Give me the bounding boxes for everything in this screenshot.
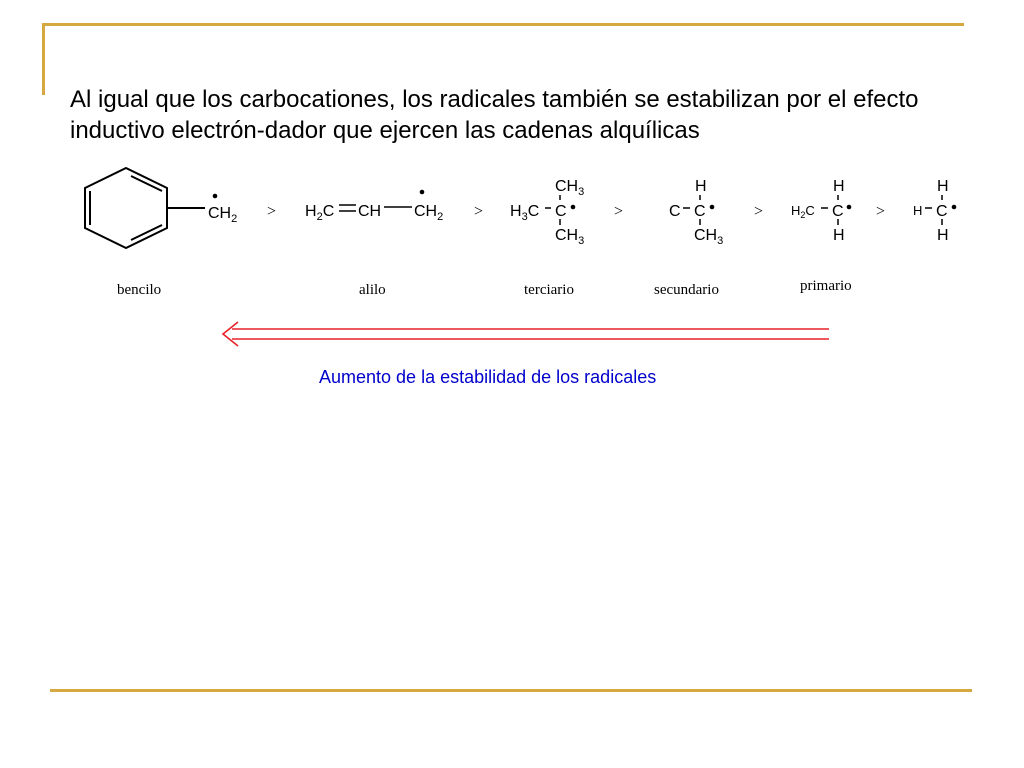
prim-left-c: C xyxy=(805,203,815,218)
svg-text:CH2 xyxy=(208,205,237,225)
svg-text:CH3 xyxy=(555,227,584,247)
label-primario: primario xyxy=(800,278,852,294)
benzyl-ch: CH xyxy=(208,205,232,222)
greater-than-2: > xyxy=(474,203,484,220)
tert-left-sub: 3 xyxy=(521,211,528,223)
radical-dot xyxy=(710,205,715,210)
radical-dot xyxy=(847,205,852,210)
methyl-center-c: C xyxy=(936,203,948,220)
label-secundario: secundario xyxy=(654,282,719,298)
methyl-top-h: H xyxy=(937,178,949,195)
primary-radical xyxy=(791,178,851,244)
sec-bottom-sub: 3 xyxy=(717,235,724,247)
tert-center-c: C xyxy=(555,203,567,220)
intro-line-1: Al igual que los carbocationes, los radicales también se estabilizan por el efecto xyxy=(70,86,919,113)
svg-text:CH3 xyxy=(694,227,723,247)
prim-bottom-h: H xyxy=(833,227,845,244)
stability-arrow xyxy=(223,322,829,346)
greater-than-1: > xyxy=(267,203,277,220)
sec-left-c: C xyxy=(669,203,681,220)
methyl-bottom-h: H xyxy=(937,227,949,244)
sec-center-c: C xyxy=(694,203,706,220)
tert-left-h: H xyxy=(510,203,522,220)
greater-than-5: > xyxy=(876,203,886,220)
stability-caption: Aumento de la estabilidad de los radicales xyxy=(319,367,657,387)
sec-top-h: H xyxy=(695,178,707,195)
allyl-h: H xyxy=(305,203,317,220)
tert-top-ch: CH xyxy=(555,178,579,195)
allyl-c: C xyxy=(322,203,335,220)
secondary-radical xyxy=(669,178,723,247)
tert-left-c: C xyxy=(527,203,540,220)
tert-bottom-sub: 3 xyxy=(578,235,585,247)
tert-bottom-ch: CH xyxy=(555,227,579,244)
prim-left-h: H xyxy=(791,203,801,218)
benzyl-radical xyxy=(85,168,237,248)
sec-bottom-ch: CH xyxy=(694,227,718,244)
bottom-decorative-line xyxy=(50,689,972,692)
methyl-left-h: H xyxy=(913,203,923,218)
allyl-ch2: CH xyxy=(414,203,438,220)
prim-center-c: C xyxy=(832,203,844,220)
label-alilo: alilo xyxy=(359,282,386,298)
radical-dot xyxy=(213,194,218,199)
benzene-ring xyxy=(85,168,167,248)
allyl-sub-a: 2 xyxy=(316,211,323,223)
allyl-sub-b: 2 xyxy=(437,211,444,223)
tertiary-radical xyxy=(510,178,584,247)
allyl-radical xyxy=(305,190,443,223)
methyl-radical xyxy=(913,178,956,244)
svg-text:H3C xyxy=(510,203,539,223)
label-bencilo: bencilo xyxy=(117,282,162,298)
benzyl-sub: 2 xyxy=(231,213,238,225)
prim-left-sub: 2 xyxy=(800,210,806,220)
radical-dot xyxy=(571,205,576,210)
radical-dot xyxy=(952,205,957,210)
radical-dot xyxy=(420,190,425,195)
greater-than-3: > xyxy=(614,203,624,220)
tert-top-sub: 3 xyxy=(578,186,585,198)
svg-text:H2C xyxy=(305,203,334,223)
label-terciario: terciario xyxy=(524,282,574,298)
svg-text:H2C xyxy=(791,203,815,220)
arrow-head xyxy=(223,322,238,346)
allyl-ch: CH xyxy=(358,203,382,220)
prim-top-h: H xyxy=(833,178,845,195)
svg-text:CH2 xyxy=(414,203,443,223)
greater-than-4: > xyxy=(754,203,764,220)
intro-line-2: inductivo electrón-dador que ejercen las cadenas alquílicas xyxy=(70,117,700,144)
